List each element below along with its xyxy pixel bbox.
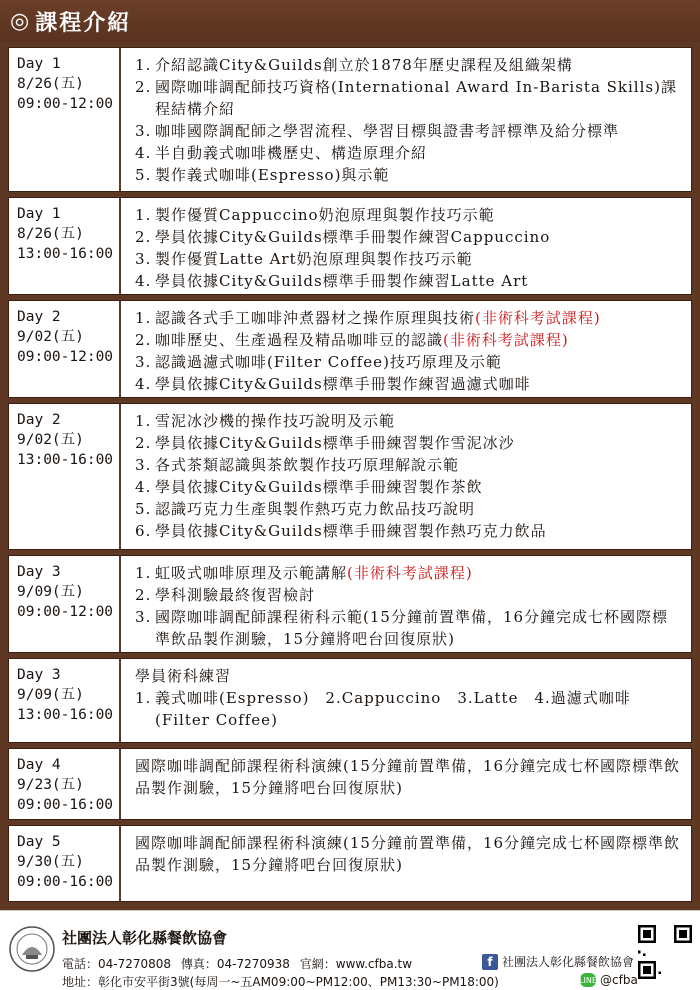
list-item bbox=[135, 76, 681, 120]
item-number: 2. bbox=[135, 78, 152, 96]
item-text-wrap bbox=[155, 329, 681, 351]
session-date: 9/23(五) bbox=[17, 777, 84, 794]
list-item bbox=[135, 142, 681, 164]
fax: 傳真：04-7270938 bbox=[180, 957, 290, 971]
session-date-cell bbox=[9, 404, 121, 549]
list-item bbox=[135, 432, 681, 454]
list-item bbox=[135, 307, 681, 329]
item-number: 2. bbox=[135, 330, 152, 349]
session-date-cell bbox=[9, 659, 121, 742]
session-content-cell bbox=[121, 48, 691, 191]
list-item bbox=[135, 54, 681, 76]
session-date: 9/02(五) bbox=[17, 431, 84, 448]
session-date-cell bbox=[9, 198, 121, 294]
session-day: Day 1 bbox=[17, 205, 61, 222]
session-day: Day 1 bbox=[17, 56, 61, 72]
list-item bbox=[135, 584, 681, 606]
item-text-wrap bbox=[155, 54, 681, 76]
item-text: 咖啡歷史、生產過程及精品咖啡豆的認識 bbox=[155, 330, 444, 349]
item-text: 製作優質Cappuccino奶泡原理與製作技巧示範 bbox=[155, 205, 495, 224]
session-date-cell bbox=[9, 826, 121, 901]
contact-line bbox=[62, 955, 418, 972]
item-number: 3. bbox=[135, 249, 152, 268]
item-text: 國際咖啡調配師技巧資格(International Award In-Barista Skills)課程結構介紹 bbox=[155, 78, 677, 118]
item-number: 4. bbox=[135, 271, 152, 290]
list-item bbox=[135, 373, 681, 395]
facebook-label: 社團法人彰化縣餐飲協會 bbox=[502, 955, 635, 969]
item-text: 認識各式手工咖啡沖煮器材之操作原理與技術 bbox=[155, 308, 476, 327]
list-item bbox=[135, 562, 681, 584]
item-text-wrap bbox=[155, 373, 681, 395]
item-text-wrap bbox=[155, 606, 681, 650]
list-item bbox=[135, 410, 681, 432]
schedule-row bbox=[8, 748, 692, 819]
item-text: 學員依據City&Guilds標準手冊製作練習過濾式咖啡 bbox=[155, 374, 531, 393]
session-date: 9/02(五) bbox=[17, 328, 84, 345]
session-date: 9/09(五) bbox=[17, 686, 84, 703]
item-text: 認識巧克力生產與製作熱巧克力飲品技巧說明 bbox=[155, 499, 476, 518]
session-content-cell bbox=[121, 749, 691, 818]
item-text: 認識過濾式咖啡(Filter Coffee)技巧原理及示範 bbox=[155, 352, 502, 371]
item-text: 半自動義式咖啡機歷史、構造原理介紹 bbox=[155, 144, 428, 162]
item-text-wrap bbox=[155, 432, 681, 454]
session-time: 13:00-16:00 bbox=[17, 245, 114, 262]
list-item bbox=[135, 606, 681, 650]
list-item bbox=[135, 329, 681, 351]
session-intro: 國際咖啡調配師課程術科演練(15分鐘前置準備，16分鐘完成七杯國際標準飲品製作測驗，15分鐘將吧台回復原狀) bbox=[135, 833, 681, 874]
item-number: 5. bbox=[135, 499, 152, 518]
item-number: 4. bbox=[135, 374, 152, 393]
item-text-wrap bbox=[155, 410, 681, 432]
list-item bbox=[135, 351, 681, 373]
item-number: 2. bbox=[135, 227, 152, 246]
non-exam-note: (非術科考試課程) bbox=[443, 330, 569, 349]
session-time: 09:00-12:00 bbox=[17, 96, 114, 112]
session-day: Day 2 bbox=[17, 411, 61, 428]
line-id: @cfba bbox=[600, 973, 638, 987]
list-item bbox=[135, 270, 681, 292]
item-number: 3. bbox=[135, 455, 152, 474]
item-text-wrap bbox=[155, 476, 681, 498]
item-number: 1. bbox=[135, 56, 152, 74]
item-text: 咖啡國際調配師之學習流程、學習目標與證書考評標準及給分標準 bbox=[155, 122, 620, 140]
item-text: 學員依據City&Guilds標準手冊練習製作茶飲 bbox=[155, 477, 483, 496]
item-text: 介紹認識City&Guilds創立於1878年歷史課程及組織架構 bbox=[155, 56, 573, 74]
session-date-cell bbox=[9, 301, 121, 397]
item-text-wrap bbox=[155, 76, 681, 120]
facebook-link[interactable] bbox=[482, 953, 634, 970]
item-number: 2. bbox=[135, 433, 152, 452]
item-text-wrap bbox=[155, 142, 681, 164]
session-day: Day 3 bbox=[17, 563, 61, 580]
item-number: 5. bbox=[135, 166, 152, 184]
list-item bbox=[135, 498, 681, 520]
schedule-row bbox=[8, 300, 692, 398]
item-text-wrap bbox=[155, 248, 681, 270]
item-text: 國際咖啡調配師課程術科示範(15分鐘前置準備，16分鐘完成七杯國際標準飲品製作測驗，15分鐘將吧台回復原狀) bbox=[155, 607, 669, 648]
item-text-wrap bbox=[155, 120, 681, 142]
item-text-wrap bbox=[155, 687, 681, 731]
item-text: 學員依據City&Guilds標準手冊練習製作雪泥冰沙 bbox=[155, 433, 515, 452]
item-number: 6. bbox=[135, 521, 152, 540]
session-time: 13:00-16:00 bbox=[17, 706, 114, 723]
list-item bbox=[135, 226, 681, 248]
list-item bbox=[135, 687, 681, 731]
session-time: 13:00-16:00 bbox=[17, 451, 114, 468]
session-day: Day 5 bbox=[17, 833, 61, 850]
line-icon: LINE bbox=[580, 973, 596, 987]
item-text: 雪泥冰沙機的操作技巧說明及示範 bbox=[155, 411, 396, 430]
list-item bbox=[135, 476, 681, 498]
list-item bbox=[135, 164, 681, 186]
line-link[interactable] bbox=[580, 973, 638, 987]
list-item bbox=[135, 454, 681, 476]
session-time: 09:00-12:00 bbox=[17, 603, 114, 620]
page-title: 課程介紹 bbox=[35, 9, 132, 36]
schedule-row bbox=[8, 403, 692, 550]
item-text-wrap bbox=[155, 351, 681, 373]
session-day: Day 3 bbox=[17, 666, 61, 683]
list-item bbox=[135, 204, 681, 226]
item-text: 虹吸式咖啡原理及示範講解 bbox=[155, 563, 348, 582]
session-content-cell bbox=[121, 198, 691, 294]
item-text: 學員依據City&Guilds標準手冊練習製作熱巧克力飲品 bbox=[155, 521, 547, 540]
footer bbox=[0, 910, 700, 990]
website-link[interactable]: 官網：www.cfba.tw bbox=[299, 957, 413, 971]
item-text: 學員依據City&Guilds標準手冊製作練習Cappuccino bbox=[155, 227, 551, 246]
qr-code-icon[interactable] bbox=[638, 925, 692, 979]
list-item bbox=[135, 120, 681, 142]
item-text: 義式咖啡(Espresso) 2.Cappuccino 3.Latte 4.過濾式咖啡(Filter Coffee) bbox=[155, 688, 631, 729]
session-content-cell bbox=[121, 826, 691, 901]
session-date: 9/09(五) bbox=[17, 583, 84, 600]
item-number: 1. bbox=[135, 308, 152, 327]
non-exam-note: (非術科考試課程) bbox=[475, 308, 601, 327]
session-intro: 學員術科練習 bbox=[135, 666, 232, 685]
list-item bbox=[135, 248, 681, 270]
schedule-row bbox=[8, 197, 692, 295]
session-date: 8/26(五) bbox=[17, 225, 84, 242]
facebook-icon: f bbox=[482, 954, 498, 970]
session-time: 09:00-12:00 bbox=[17, 348, 114, 365]
session-content-cell bbox=[121, 301, 691, 397]
session-day: Day 2 bbox=[17, 308, 61, 325]
item-number: 3. bbox=[135, 607, 152, 626]
session-date-cell bbox=[9, 48, 121, 191]
session-day: Day 4 bbox=[17, 757, 61, 774]
item-text-wrap bbox=[155, 498, 681, 520]
item-text: 學員依據City&Guilds標準手冊製作練習Latte Art bbox=[155, 271, 529, 290]
item-text-wrap bbox=[155, 226, 681, 248]
schedule-table bbox=[8, 47, 692, 902]
item-text: 學科測驗最終復習檢討 bbox=[155, 585, 316, 604]
item-number: 4. bbox=[135, 477, 152, 496]
phone: 電話：04-7270808 bbox=[62, 957, 172, 971]
item-text: 製作優質Latte Art奶泡原理與製作技巧示範 bbox=[155, 249, 473, 268]
item-text-wrap bbox=[155, 562, 681, 584]
session-date-cell bbox=[9, 749, 121, 818]
item-text-wrap bbox=[155, 164, 681, 186]
address: 地址：彰化市安平街3號(每周一~五AM09:00~PM12:00、PM13:30~PM18:00) bbox=[62, 975, 499, 989]
item-text-wrap bbox=[155, 307, 681, 329]
item-number: 1. bbox=[135, 205, 152, 224]
item-text-wrap bbox=[155, 204, 681, 226]
item-text-wrap bbox=[155, 270, 681, 292]
item-text: 各式茶類認識與茶飲製作技巧原理解說示範 bbox=[155, 455, 460, 474]
item-text-wrap bbox=[155, 454, 681, 476]
association-logo-icon bbox=[8, 925, 56, 973]
session-time: 09:00-16:00 bbox=[17, 873, 114, 890]
item-number: 1. bbox=[135, 411, 152, 430]
item-number: 2. bbox=[135, 585, 152, 604]
item-number: 4. bbox=[135, 144, 152, 162]
item-number: 3. bbox=[135, 352, 152, 371]
item-text-wrap bbox=[155, 584, 681, 606]
session-time: 09:00-16:00 bbox=[17, 797, 114, 814]
schedule-row bbox=[8, 658, 692, 743]
schedule-frame bbox=[0, 42, 700, 910]
non-exam-note: (非術科考試課程) bbox=[347, 563, 473, 582]
header-bullet: ◎ bbox=[10, 8, 32, 34]
list-item bbox=[135, 520, 681, 542]
session-date-cell bbox=[9, 556, 121, 652]
schedule-row bbox=[8, 825, 692, 902]
section-header bbox=[0, 0, 700, 42]
session-content-cell bbox=[121, 659, 691, 742]
item-number: 1. bbox=[135, 688, 152, 707]
session-date: 9/30(五) bbox=[17, 853, 84, 870]
schedule-row bbox=[8, 555, 692, 653]
item-text: 製作義式咖啡(Espresso)與示範 bbox=[155, 166, 390, 184]
session-content-cell bbox=[121, 556, 691, 652]
item-number: 3. bbox=[135, 122, 152, 140]
session-intro: 國際咖啡調配師課程術科演練(15分鐘前置準備，16分鐘完成七杯國際標準飲品製作測驗，15分鐘將吧台回復原狀) bbox=[135, 757, 681, 798]
session-content-cell bbox=[121, 404, 691, 549]
item-number: 1. bbox=[135, 563, 152, 582]
item-text-wrap bbox=[155, 520, 681, 542]
org-name: 社團法人彰化縣餐飲協會 bbox=[62, 929, 228, 947]
schedule-row bbox=[8, 47, 692, 192]
session-date: 8/26(五) bbox=[17, 76, 84, 92]
